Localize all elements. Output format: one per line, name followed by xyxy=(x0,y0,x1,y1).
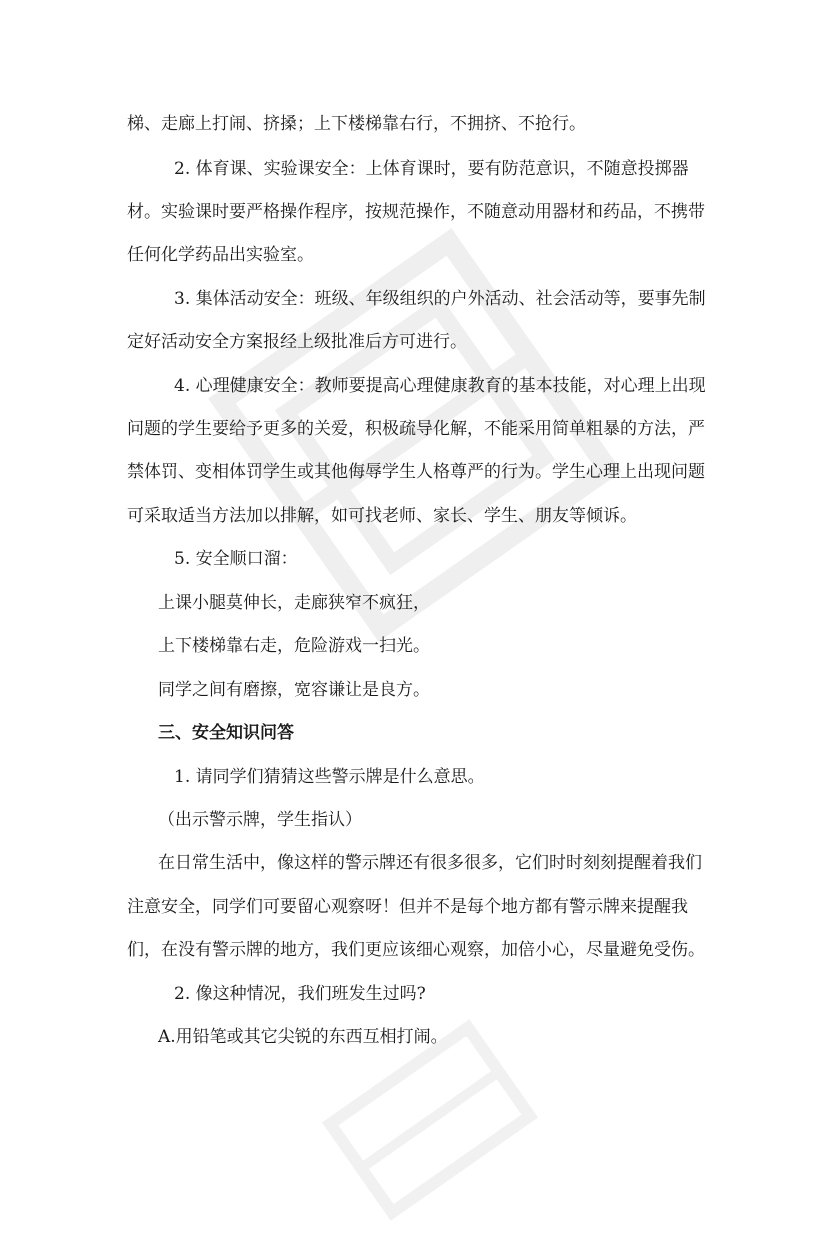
list-item-group-activity-safety: 3. 集体活动安全：班级、年级组织的户外活动、社会活动等，要事先制 xyxy=(174,289,706,309)
text-line: 可采取适当方法加以排解，如可找老师、家长、学生、朋友等倾诉。 xyxy=(127,506,637,526)
rhyme-line: 同学之间有磨擦，宽容谦让是良方。 xyxy=(158,680,430,700)
text-line: 任何化学药品出实验室。 xyxy=(127,245,314,265)
question-item: 2. 像这种情况，我们班发生过吗? xyxy=(174,984,426,1004)
text-line: 在日常生活中，像这样的警示牌还有很多很多，它们时时刻刻提醒着我们 xyxy=(158,853,702,873)
answer-option: A.用铅笔或其它尖锐的东西互相打闹。 xyxy=(158,1027,448,1047)
section-heading: 三、安全知识问答 xyxy=(158,723,294,743)
text-line: 定好活动安全方案报经上级批准后方可进行。 xyxy=(127,332,467,352)
text-line: 材。实验课时要严格操作程序，按规范操作，不随意动用器材和药品，不携带 xyxy=(127,202,705,222)
text-line: 注意安全，同学们可要留心观察呀！但并不是每个地方都有警示牌来提醒我 xyxy=(127,897,688,917)
text-line: 梯、走廊上打闹、挤搡；上下楼梯靠右行，不拥挤、不抢行。 xyxy=(127,114,586,134)
text-line: 们，在没有警示牌的地方，我们更应该细心观察，加倍小心，尽量避免受伤。 xyxy=(127,940,705,960)
rhyme-line: 上课小腿莫伸长，走廊狭窄不疯狂， xyxy=(158,593,430,613)
list-item-sports-lab-safety: 2. 体育课、实验课安全：上体育课时，要有防范意识，不随意投掷器 xyxy=(174,159,689,179)
rhyme-line: 上下楼梯靠右走，危险游戏一扫光。 xyxy=(158,636,430,656)
text-line: 禁体罚、变相体罚学生或其他侮辱学生人格尊严的行为。学生心理上出现问题 xyxy=(127,462,705,482)
list-item-mental-health-safety: 4. 心理健康安全：教师要提高心理健康教育的基本技能，对心理上出现 xyxy=(174,376,706,396)
list-item-safety-rhyme: 5. 安全顺口溜： xyxy=(174,549,298,569)
question-item: 1. 请同学们猜猜这些警示牌是什么意思。 xyxy=(174,767,485,787)
text-line: 问题的学生要给予更多的关爱，积极疏导化解，不能采用简单粗暴的方法，严 xyxy=(127,419,705,439)
text-line: （出示警示牌，学生指认） xyxy=(158,810,362,830)
